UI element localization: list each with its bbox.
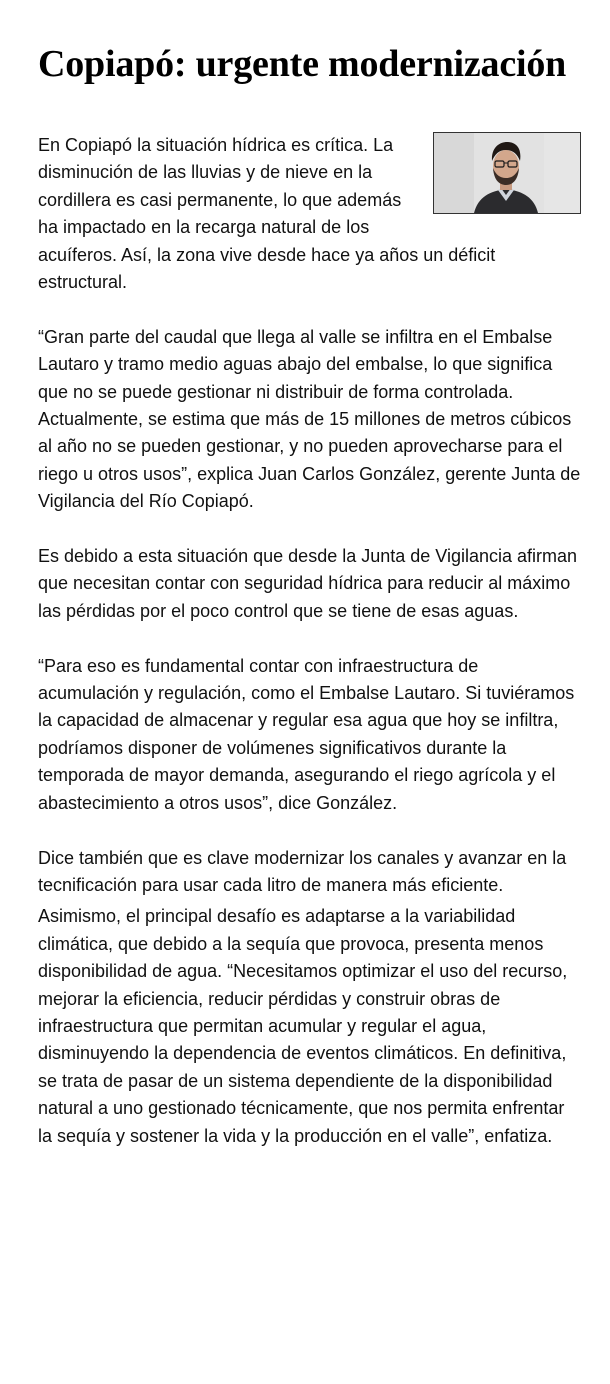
paragraph-3: Es debido a esta situación que desde la Junta de Vigilancia afirman que necesitan contar con seguridad hídrica para reducir al máximo las pérdidas por el poco control que se tiene de esas aguas. xyxy=(38,546,578,621)
article-title: Copiapó: urgente modernización xyxy=(38,43,567,85)
person-portrait-icon xyxy=(433,132,581,214)
paragraph-4: “Para eso es fundamental contar con infraestructura de acumulación y regulación, como el Embalse Lautaro. Si tuviéramos la capacidad de almacenar y regular esa agua que hoy se infiltra, podríamos disponer de volúmenes significativos durante la temporada de mayor demanda, asegurando el riego agrícola y el abastecimiento a otros usos”, dice González. xyxy=(38,655,575,813)
article xyxy=(38,42,583,1150)
paragraph-6: Asimismo, el principal desafío es adaptarse a la variabilidad climática, que debido a la sequía que provoca, presenta menos disponibilidad de agua. “Necesitamos optimizar el uso del recurso, mejorar la eficiencia, reducir pérdidas y construir obras de infraestructura que permitan acumular y regular el agua, disminuyendo la dependencia de eventos climáticos. En definitiva, se trata de pasar de un sistema dependiente de la disponibilidad natural a uno gestionado técnicamente, que nos permita enfrentar la sequía y sostener la vida y la producción en el valle”, enfatiza. xyxy=(38,906,568,1146)
paragraph-2: “Gran parte del caudal que llega al valle se infiltra en el Embalse Lautaro y tramo medio aguas abajo del embalse, lo que significa que no se puede gestionar ni distribuir de forma controlada. Actualmente, se estima que más de 15 millones de metros cúbicos al año no se pueden gestionar, y no pueden aprovecharse para el riego u otros usos”, explica Juan Carlos González, gerente Junta de Vigilancia del Río Copiapó. xyxy=(38,326,581,512)
paragraph-1: En Copiapó la situación hídrica es crítica. La disminución de las lluvias y de nieve en la cordillera es casi permanente, lo que además ha impactado en la recarga natural de los acuíferos. Así, la zona vive desde hace ya años un déficit estructural. xyxy=(38,135,496,293)
paragraph-5: Dice también que es clave modernizar los canales y avanzar en la tecnificación para usar cada litro de manera más eficiente. xyxy=(38,847,567,895)
article-body xyxy=(38,132,583,1150)
